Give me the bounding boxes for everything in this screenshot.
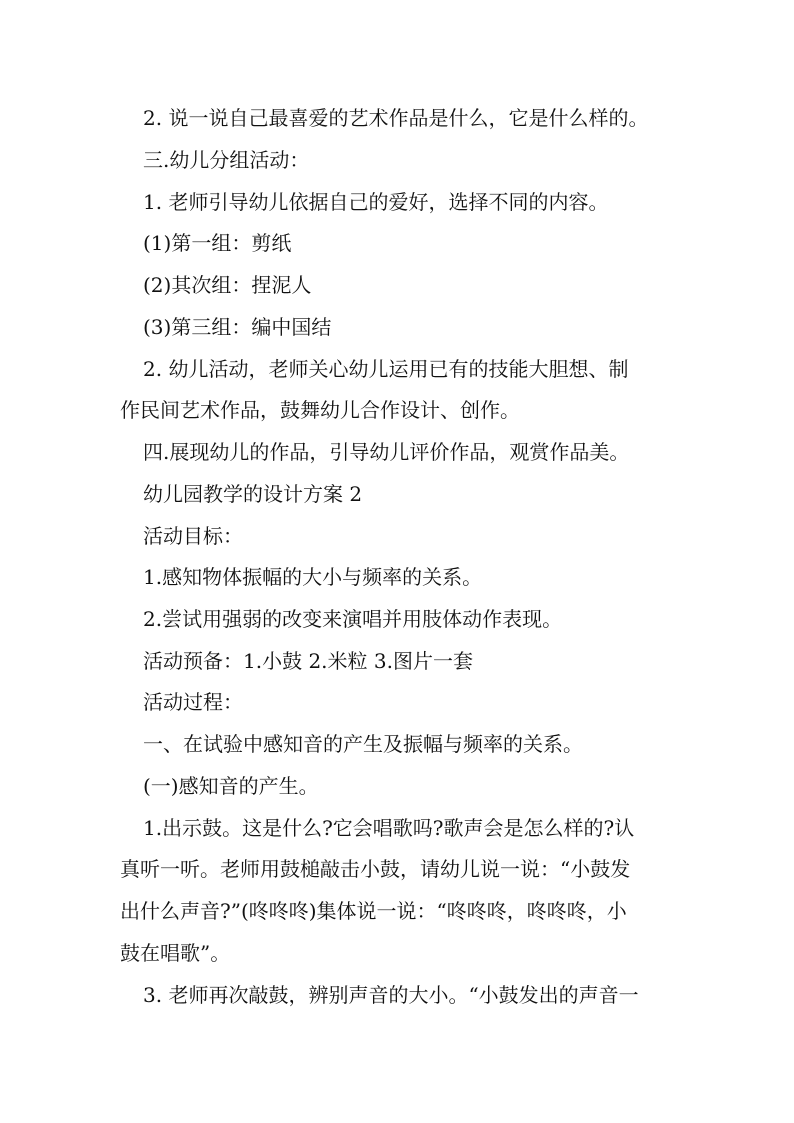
section-heading-3: 三.幼儿分组活动： <box>143 148 310 172</box>
goal-line-2: 2.尝试用强弱的改变来演唱并用肢体动作表现。 <box>143 607 563 631</box>
paragraph-line-1: 2. 说一说自己最喜爱的艺术作品是什么，它是什么样的。 <box>143 106 649 130</box>
group-three-line: (3)第三组：编中国结 <box>143 315 332 339</box>
activity-process-heading: 活动过程： <box>143 690 243 714</box>
process-step-heading-1: 一、在试验中感知音的产生及振幅与频率的关系。 <box>143 732 583 756</box>
paragraph-line-3: 1. 老师引导幼儿依据自己的爱好，选择不同的内容。 <box>143 190 609 214</box>
paragraph-line-22: 3. 老师再次敲鼓，辨别声音的大小。“小鼓发出的声音一 <box>143 983 639 1007</box>
process-substep-heading-1: (一)感知音的产生。 <box>143 774 319 798</box>
paragraph-line-21: 鼓在唱歌”。 <box>120 941 231 965</box>
paragraph-line-8: 作民间艺术作品，鼓舞幼儿合作设计、创作。 <box>120 398 520 422</box>
paragraph-line-19: 真听一听。老师用鼓槌敲击小鼓，请幼儿说一说：“小鼓发 <box>120 857 631 881</box>
paragraph-line-7: 2. 幼儿活动，老师关心幼儿运用已有的技能大胆想、制 <box>143 357 629 381</box>
paragraph-line-18: 1.出示鼓。这是什么?它会唱歌吗?歌声会是怎么样的?认 <box>143 816 635 840</box>
paragraph-line-20: 出什么声音?”(咚咚咚)集体说一说：“咚咚咚，咚咚咚，小 <box>120 899 627 923</box>
activity-goals-heading: 活动目标： <box>143 524 243 548</box>
document-title-2: 幼儿园教学的设计方案 2 <box>143 482 363 506</box>
group-two-line: (2)其次组：捏泥人 <box>143 273 312 297</box>
section-heading-4: 四.展现幼儿的作品，引导幼儿评价作品，观赏作品美。 <box>143 440 630 464</box>
goal-line-1: 1.感知物体振幅的大小与频率的关系。 <box>143 565 483 589</box>
group-one-line: (1)第一组：剪纸 <box>143 231 292 255</box>
activity-prep-line: 活动预备：1.小鼓 2.米粒 3.图片一套 <box>143 649 473 673</box>
